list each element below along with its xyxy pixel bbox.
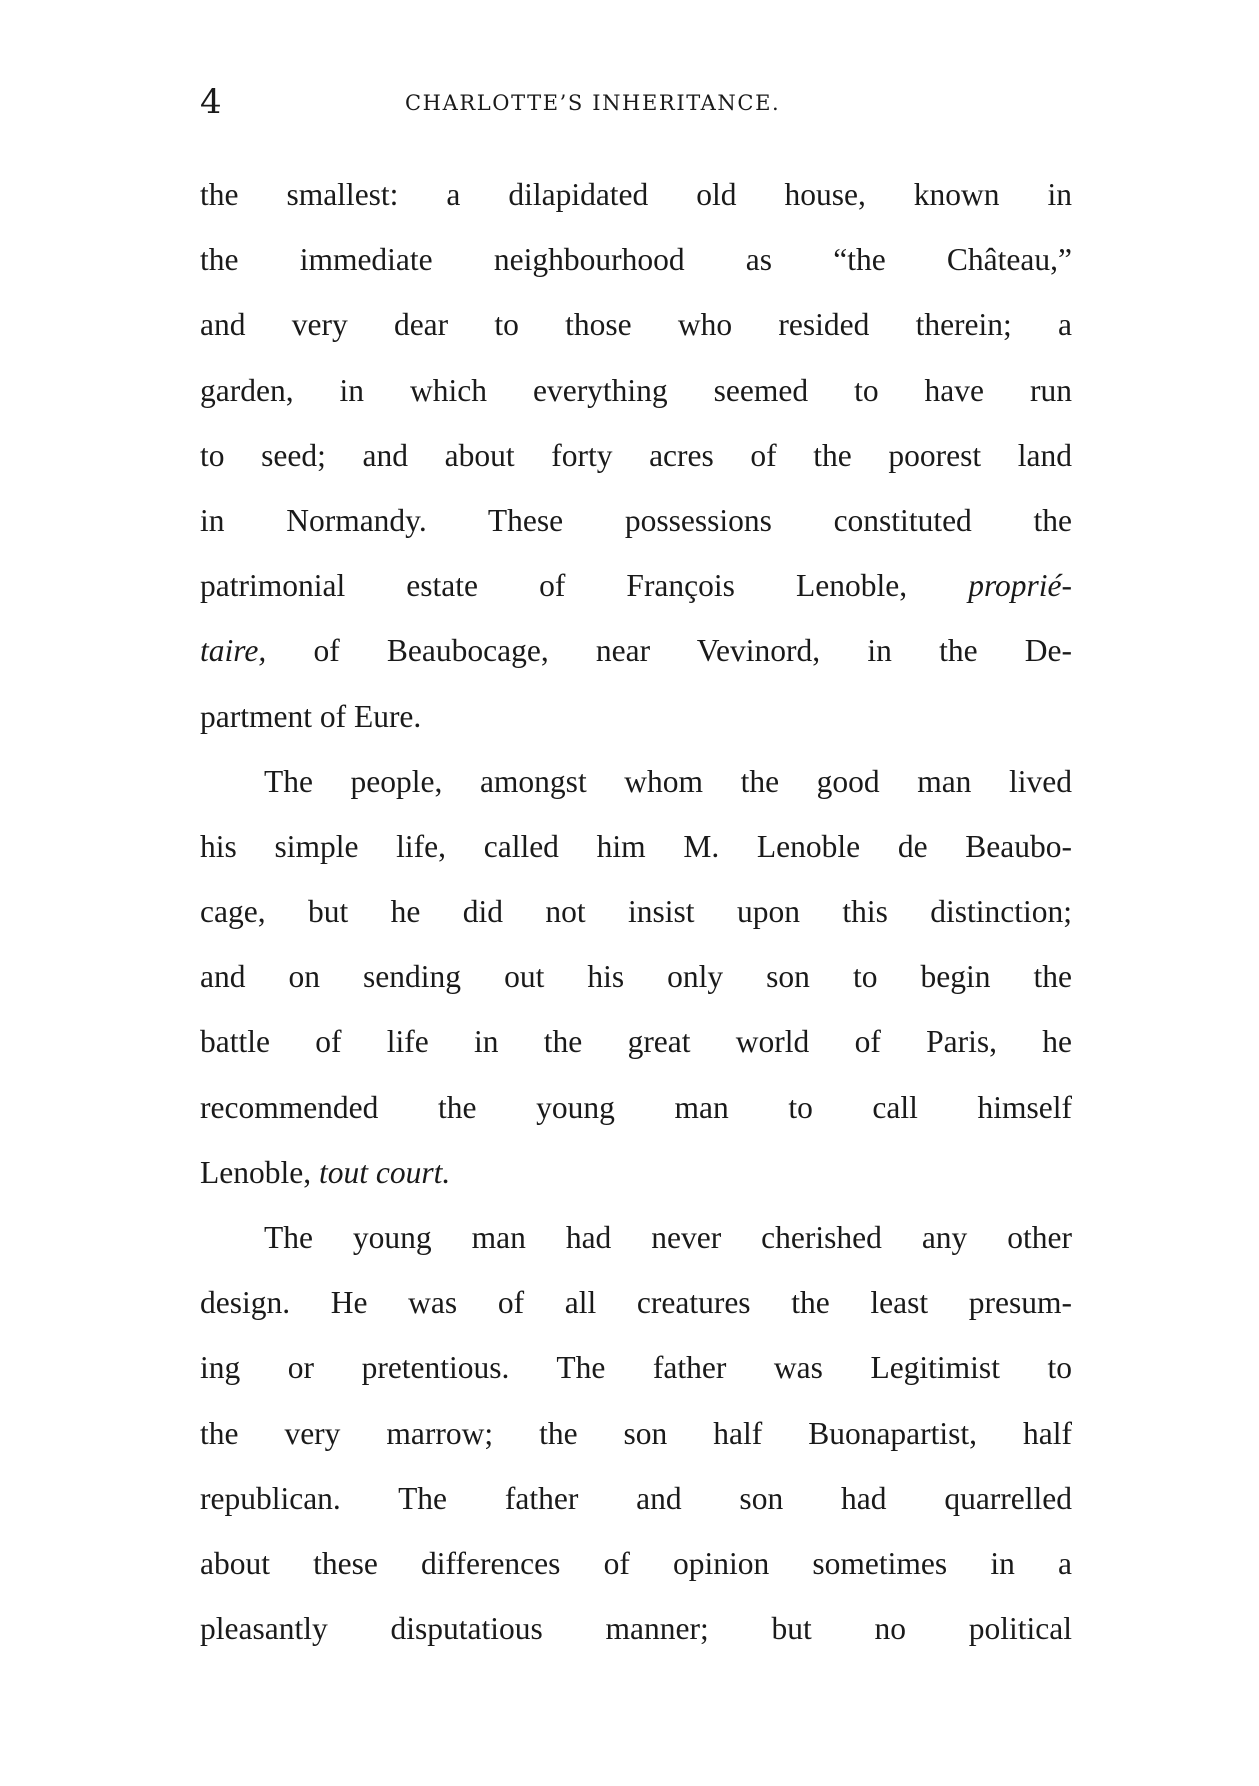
text-line: republican. The father and son had quarrelled xyxy=(200,1480,1072,1516)
page-number: 4 xyxy=(200,82,222,122)
text-line: to seed; and about forty acres of the poorest land xyxy=(200,437,1072,473)
text-line xyxy=(200,553,1072,618)
text-line: garden, in which everything seemed to have run xyxy=(200,372,1072,408)
italic-word: taire, xyxy=(200,633,267,669)
text-line: The people, amongst whom the good man lived xyxy=(264,763,1072,799)
text-line: the very marrow; the son half Buonapartist, half xyxy=(200,1415,1072,1451)
text-segment: of Beaubocage, near Vevinord, in the De- xyxy=(313,633,1072,669)
running-head xyxy=(200,82,1070,122)
text-line: design. He was of all creatures the least presum- xyxy=(200,1285,1072,1321)
text-segment: patrimonial estate of François Lenoble, xyxy=(200,568,908,604)
italic-word: proprié- xyxy=(968,568,1073,604)
text-line: in Normandy. These possessions constituted the xyxy=(200,502,1072,538)
text-line: ing or pretentious. The father was Legitimist to xyxy=(200,1350,1072,1386)
text-line: and on sending out his only son to begin the xyxy=(200,959,1072,995)
text-segment: Lenoble, xyxy=(200,1154,312,1190)
text-line: the immediate neighbourhood as “the Château,” xyxy=(200,242,1072,278)
text-line: The young man had never cherished any other xyxy=(264,1220,1072,1255)
text-line: cage, but he did not insist upon this distinction; xyxy=(200,894,1072,930)
text-line: his simple life, called him M. Lenoble de Beaubo- xyxy=(200,828,1072,864)
text-line: partment of Eure. xyxy=(200,698,422,734)
body-text xyxy=(200,162,1072,1661)
text-line xyxy=(200,618,1072,683)
text-line: the smallest: a dilapidated old house, known in xyxy=(200,177,1072,212)
italic-phrase: tout court. xyxy=(318,1154,451,1190)
text-line: recommended the young man to call himself xyxy=(200,1089,1072,1125)
text-line: pleasantly disputatious manner; but no political xyxy=(200,1611,1072,1647)
text-line: and very dear to those who resided therein; a xyxy=(200,307,1072,343)
text-line: battle of life in the great world of Paris, he xyxy=(200,1024,1072,1060)
text-line: about these differences of opinion sometimes in a xyxy=(200,1545,1072,1581)
text-line xyxy=(200,1140,1072,1205)
running-title: CHARLOTTE’S INHERITANCE. xyxy=(405,91,781,115)
